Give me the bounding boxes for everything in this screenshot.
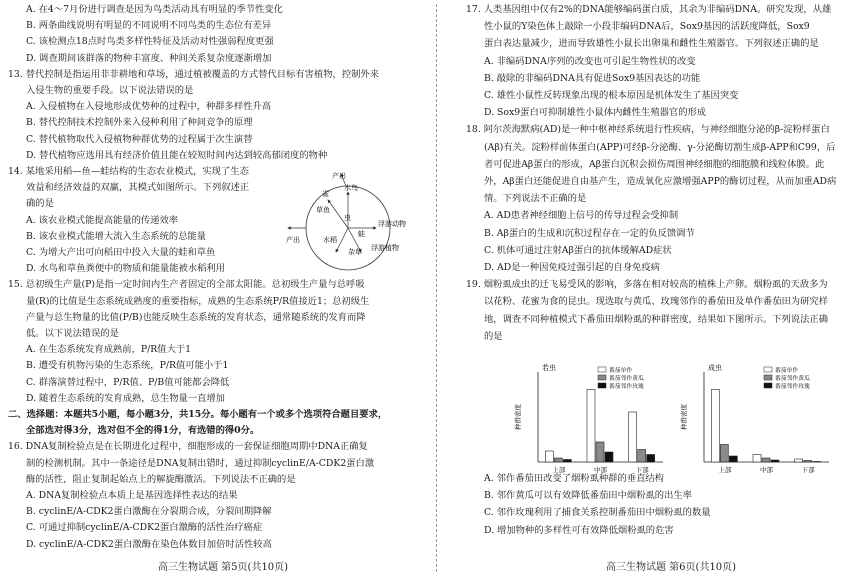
text-line: 18. 阿尔茨海默病(AD)是一种中枢神经系统退行性疾病，与神经细胞分泌的β-淀粉样蛋白 [466,124,830,136]
text-line: A. DNA复制检验点本质上是基因选择性表达的结果 [26,490,238,501]
text-line: 蛋白表达量减少，进而导致雄性小鼠长出卵巢和雌性生殖器官。下列叙述正确的是 [484,38,819,50]
bar [554,458,562,462]
page-5-column [8,0,418,577]
page-footer: 高三生物试题 第6页(共10页) [606,562,737,573]
text-line: 16. DNA复制检验点是在长期进化过程中，细胞形成的一套保证细胞周期中DNA正确复 [8,441,368,453]
bar [587,390,595,463]
text-line: 性小鼠的Y染色体上敲除一小段非编码DNA后，Sox9基因的活跃度降低，Sox9 [484,21,810,33]
text-line: B. 替代控制技术控制外来入侵种利用了种间竞争的原理 [26,117,253,129]
text-line: 外，Aβ蛋白还能促进自由基产生，造成氧化应激增强APP的酶切过程，从而加重AD病 [484,176,837,187]
text-line: D. 调查期间该群落的物种丰富度、种间关系复杂度逐渐增加 [26,52,272,64]
text-line: C. 邻作玫瑰利用了捕食关系控制番茄田中烟粉虱的数量 [484,507,711,519]
x-tick-label: 中部 [760,466,773,474]
bar [762,458,770,462]
text-line: 情。下列说法不正确的是 [484,193,587,205]
text-line: A. 在生态系统发育成熟前，P/R值大于1 [26,344,192,356]
bar [596,442,604,462]
text-line: A. AD患者神经细胞上信号的传导过程会受抑制 [484,210,679,222]
y-axis-label: 种群密度 [514,404,522,430]
text-line: 者可促进Aβ蛋白的形成，Aβ蛋白沉积会损伤周围神经细胞的细胞膜和线粒体膜。此 [484,158,825,170]
text-line: B. 该农业模式能增大流入生态系统的总能量 [26,230,207,242]
bar [711,390,719,463]
bar [804,461,812,463]
text-line: A. 入侵植物在入侵地形成优势种的过程中，种群多样性升高 [26,101,272,113]
x-tick-label: 下部 [635,466,649,474]
text-line: 量(R)的比值是生态系统成熟度的重要指标，成熟的生态系统P/R值接近1；总初级生 [26,295,370,307]
text-line: D. 随着生态系统的发育成熟，总生物量一直增加 [26,392,225,404]
text-line: 入侵生物的重要手段。以下说法错误的是 [26,85,194,96]
legend-swatch [598,367,606,372]
y-axis-label: 种群密度 [680,404,688,430]
text-line: 的是 [484,330,503,342]
page-divider [436,4,437,572]
text-line: 确的是 [26,198,54,210]
bar [605,452,613,462]
bar [729,456,737,462]
text-line: 二、选择题：本题共5小题，每小题3分，共15分。每小题有一个或多个选项符合题目要求， [8,409,388,420]
text-line: C. 机体可通过注射Aβ蛋白的抗体缓解AD症状 [484,244,672,256]
diagram-label: 浮游植物 [371,244,399,252]
text-line: C. 雄性小鼠性反转现象出现的根本原因是机体发生了基因突变 [484,90,739,101]
diagram-label: 水鸟 [344,184,358,192]
legend-swatch [764,383,772,388]
page-6-column [466,0,860,577]
text-line: C. 为增大产出可向稻田中投入大量的蛙和草鱼 [26,247,216,258]
text-line: C. 该检测点18点时鸟类多样性特征及活动对性强弱程度更强 [26,36,274,48]
bar [563,460,571,463]
diagram-label: 杂草 [348,248,362,256]
text-line: A. 该农业模式能提高能量的传递效率 [26,214,179,226]
text-line: B. 两条曲线说明有明显的不同说明不同鸟类的生态位有差异 [26,20,272,32]
bar [720,445,728,463]
text-line: 以花粉、花蜜为食的昆虫。现选取与黄瓜、玫瑰邻作的番茄田及单作番茄田为研究样 [484,296,828,308]
text-line: D. cyclinE/A-CDK2蛋白激酶在染色体数目加倍时活性较高 [26,538,272,550]
diagram-label: 产出 [286,236,300,244]
text-line: 效益和经济效益的双赢，其模式如图所示。下列叙述正 [26,182,250,194]
nymph-density-chart [512,362,670,477]
bar [771,460,779,462]
chart-title: 成虫 [708,364,722,372]
legend-label: 番茄单作 [775,368,799,374]
text-line: D. 替代植物应选用具有经济价值且能在较短时间内达到较高郁闭度的物种 [26,149,328,161]
legend-swatch [598,383,606,388]
text-line: 17. 人类基因组中仅有2%的DNA能够编码蛋白质，其余为非编码DNA。研究发现，从雄 [466,4,832,15]
text-line: D. AD是一种因免疫过强引起的自身免疫病 [484,262,660,273]
legend-swatch [764,367,772,372]
text-line: (Aβ)有关。淀粉样前体蛋白(APP)可经β-分泌酶、γ-分泌酶切割生成β-APP和C99，后 [484,141,836,153]
diagram-label: 水稻 [323,236,337,244]
legend-label: 番茄单作 [609,368,633,374]
text-line: D. 水鸟和草鱼粪便中的物质和能量能被水稻利用 [26,263,225,275]
bar [638,450,646,463]
bar [813,462,821,463]
rice-fish-frog-diagram [286,170,421,282]
bar [647,455,655,463]
diagram-label: 草鱼 [316,206,330,214]
text-line: B. 邻作黄瓜可以有效降低番茄田中烟粉虱的出生率 [484,490,692,502]
text-line: 低。以下说法错误的是 [26,328,119,339]
text-line: B. 敲除的非编码DNA具有促进Sox9基因表达的功能 [484,72,701,84]
text-line: 19. 烟粉虱成虫的迁飞易受风的影响，多落在相对较高的植株上产卵。烟粉虱的天敌多为 [466,279,828,291]
text-line: A. 邻作番茄田改变了烟粉虱种群的垂直结构 [484,473,664,484]
text-line: B. Aβ蛋白的生成和沉积过程存在一定的负反馈调节 [484,227,695,239]
legend-label: 番茄邻作玫瑰 [609,384,644,390]
text-line: D. Sox9蛋白可抑制雄性小鼠体内雌性生殖器官的形成 [484,107,707,119]
text-line: 地，调查不同种植模式下番茄田烟粉虱的种群密度，结果如下图所示。下列说法正确 [484,313,828,325]
diagram-label: 浮游动物 [378,220,406,228]
text-line: 全部选对得3分，选对但不全的得1分，有选错的得0分。 [26,425,260,437]
chart-title: 若虫 [542,364,556,372]
diagram-label: 产出 [332,172,346,180]
text-line: C. 群落演替过程中，P/R值、P/B值可能都会降低 [26,376,230,388]
text-line: 15. 总初级生产量(P)是指一定时间内生产者固定的全部太阳能。总初级生产量与总呼吸 [8,279,365,291]
bar [753,455,761,463]
legend-label: 番茄邻作黄瓜 [609,376,644,382]
diagram-label: 蛙 [358,230,365,238]
text-line: 产量与总生物量的比值(P/B)也能反映生态系统的发育状态，通常随系统的发育而降 [26,311,366,323]
bar [795,459,803,462]
x-tick-label: 中部 [594,466,607,474]
x-tick-label: 上部 [718,466,732,474]
text-line: C. 可通过抑制cyclinE/A-CDK2蛋白激酶的活性治疗癌症 [26,522,263,534]
text-line: 14. 某地采用稻—鱼—蛙结构的生态农业模式，实现了生态 [8,166,249,177]
text-line: D. 增加物种的多样性可有效降低烟粉虱的危害 [484,524,674,536]
bar [629,412,637,462]
legend-label: 番茄邻作玫瑰 [775,384,810,390]
page-footer: 高三生物试题 第5页(共10页) [158,562,289,573]
legend-swatch [598,375,606,380]
diagram-label: 雀 [322,190,329,198]
diagram-label: 虫 [344,214,351,222]
x-tick-label: 上部 [552,466,566,474]
x-tick-label: 下部 [801,466,815,474]
legend-label: 番茄邻作黄瓜 [775,376,810,382]
text-line: B. 遭受有机物污染的生态系统，P/R值可能小于1 [26,360,229,372]
text-line: 13. 替代控制是指运用非非耕地和草场，通过植被覆盖的方式替代目标有害植物，控制外来 [8,68,380,80]
adult-density-chart [678,362,836,477]
text-line: B. cyclinE/A-CDK2蛋白激酶在分裂期合成，分裂间期降解 [26,506,272,518]
text-line: 酶的活性，阻止复制起始点上的解旋酶激活。下列说法不正确的是 [26,473,296,485]
text-line: 制的检测机制。其中一条途径是DNA复制出错时，通过抑制cyclinE/A-CDK2蛋白激 [26,457,375,469]
text-line: C. 替代植物取代入侵植物种群优势的过程属于次生演替 [26,133,253,145]
bar [545,451,553,462]
legend-swatch [764,375,772,380]
text-line: A. 非编码DNA序列的改变也可引起生物性状的改变 [484,55,696,67]
text-line: A. 在4～7月份进行调查是因为鸟类活动具有明显的季节性变化 [26,4,283,15]
